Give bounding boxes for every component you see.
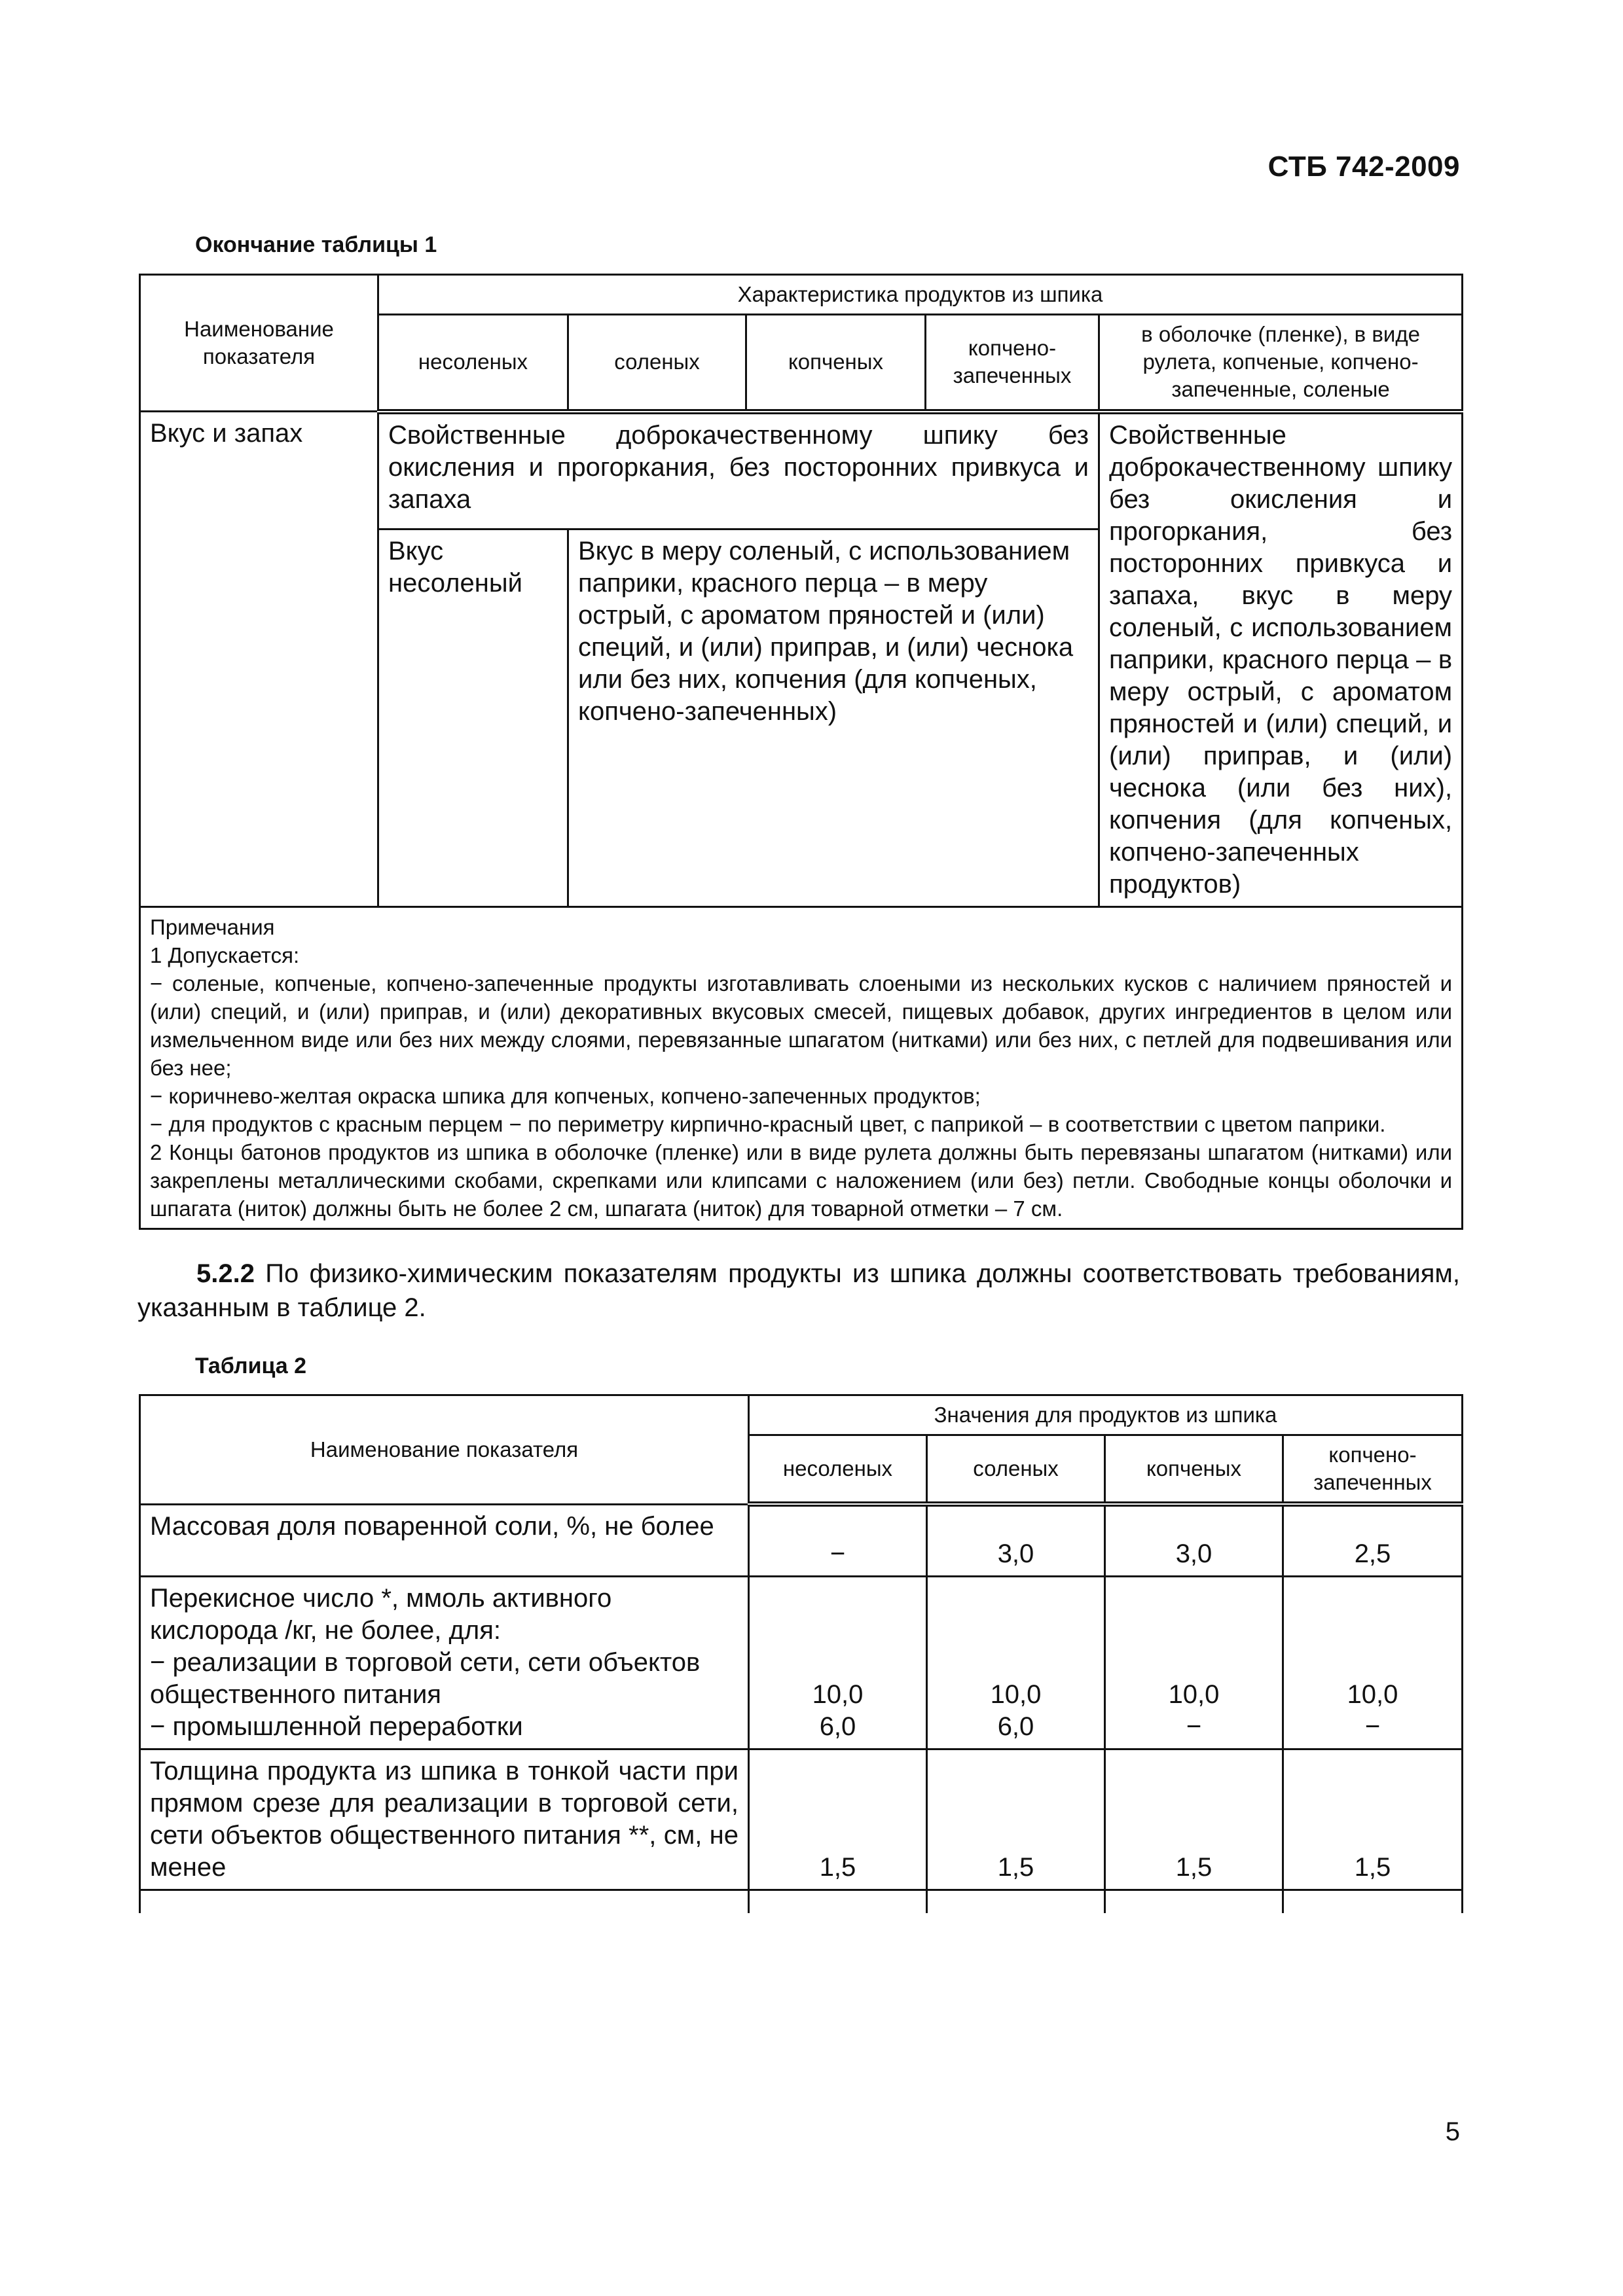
table2-row-thickness-salted: 1,5 [927,1749,1105,1890]
document-code: СТБ 742-2009 [1267,151,1460,183]
table1-col-smoked-baked: копчено-запеченных [926,315,1099,412]
table1-indicator-header: Наименование показателя [140,275,378,412]
table2-continuation-cell [1105,1890,1283,1913]
table2-col-smoked: копченых [1105,1435,1283,1505]
paragraph-5-2-2 [137,1257,1460,1325]
table1-salted-text: Вкус в меру соленый, с использованием паприки, красного перца – в меру острый, с ароматом пряностей и (или) специй, и (или) приправ, и (или) чеснока или без них, копчения (для копченых, копчено-запеченных) [568,529,1099,906]
table2-row-salt-name: Массовая доля поваренной соли, %, не более [140,1504,749,1576]
note-1: 1 Допускается: [150,942,300,967]
table2-row-salt-smoked-baked: 2,5 [1283,1504,1463,1576]
table1-common-text: Свойственные доброкачественному шпику без окисления и прогоркания, без посторонних привкуса и запаха [378,412,1099,529]
table2-col-smoked-baked: копчено-запеченных [1283,1435,1463,1505]
table2-continuation-cell [140,1890,749,1913]
table1-col-casing: в оболочке (пленке), в виде рулета, копченые, копчено-запеченные, соленые [1099,315,1463,412]
table1-col-unsalted: несоленых [378,315,568,412]
paragraph-number: 5.2.2 [196,1259,255,1288]
table2-row-peroxide-smoked-baked: 10,0 − [1283,1576,1463,1749]
table1-caption: Окончание таблицы 1 [195,232,437,257]
notes-title: Примечания [150,914,275,939]
table2-row-peroxide-unsalted: 10,0 6,0 [749,1576,927,1749]
table2-row-thickness-smoked-baked: 1,5 [1283,1749,1463,1890]
table2-row-salt-smoked: 3,0 [1105,1504,1283,1576]
paragraph-text: По физико-химическим показателям продукты из шпика должны соответствовать требованиям, указанным в таблице 2. [137,1259,1460,1322]
table2-continuation-cell [927,1890,1105,1913]
table2-caption: Таблица 2 [195,1354,307,1378]
table1-unsalted-text: Вкус несоленый [378,529,568,906]
table2-group-header: Значения для продуктов из шпика [749,1395,1463,1435]
table1-row-name: Вкус и запах [140,412,378,907]
table1-casing-text: Свойственные доброкачественному шпику без окисления и прогоркания, без посторонних привкуса и запаха, вкус в меру соленый, с использованием паприки, красного перца – в меру острый, с ароматом пряностей и (или) специй, и (или) приправ, и (или) чеснока (или без них), копчения (для копченых, копчено-запеченных продуктов) [1099,412,1463,907]
table2-indicator-header: Наименование показателя [140,1395,749,1505]
table1 [139,274,1463,1230]
table2-row-peroxide-name: Перекисное число *, ммоль активного кислорода /кг, не более, для: − реализации в торговой сети, сети объектов общественного питания − промышленной переработки [140,1576,749,1749]
page-number: 5 [1445,2117,1460,2146]
table2-row-salt-salted: 3,0 [927,1504,1105,1576]
table2-row-thickness-smoked: 1,5 [1105,1749,1283,1890]
table1-col-smoked: копченых [746,315,926,412]
note-2: 2 Концы батонов продуктов из шпика в оболочке (пленке) или в виде рулета должны быть перевязаны шпагатом (нитками) или закреплены металлическими скобами, скрепками или клипсами с наложением (или без) петли. Свободные концы оболочки и шпагата (ниток) должны быть не более 2 см, шпагата (ниток) для товарной отметки – 7 см. [150,1139,1453,1221]
table2-row-peroxide-smoked: 10,0 − [1105,1576,1283,1749]
table2-continuation-cell [749,1890,927,1913]
table2-continuation-cell [1283,1890,1463,1913]
table2 [139,1394,1463,1913]
table2-col-unsalted: несоленых [749,1435,927,1505]
table1-notes [140,906,1463,1229]
note-1-item-a: − соленые, копченые, копчено-запеченные продукты изготавливать слоеными из нескольких кусков с наличием пряностей и (или) специй, и (или) приправ, и (или) декоративных вкусовых смесей, пищевых добавок, других ингредиентов в целом или измельченном виде или без них между слоями, перевязанные шпагатом (нитками) или без них, с петлей для подвешивания или без нее; [150,971,1453,1080]
note-1-item-c: − для продуктов с красным перцем − по периметру кирпично-красный цвет, с паприкой – в соответствии с цветом паприки. [150,1111,1386,1136]
note-1-item-b: − коричнево-желтая окраска шпика для копченых, копчено-запеченных продуктов; [150,1083,981,1108]
table2-row-thickness-name: Толщина продукта из шпика в тонкой части при прямом срезе для реализации в торговой сети, сети объектов общественного питания **, см, не менее [140,1749,749,1890]
table2-row-salt-unsalted: − [749,1504,927,1576]
table2-row-peroxide-salted: 10,0 6,0 [927,1576,1105,1749]
table1-group-header: Характеристика продуктов из шпика [378,275,1463,315]
table2-col-salted: соленых [927,1435,1105,1505]
table2-row-thickness-unsalted: 1,5 [749,1749,927,1890]
table1-col-salted: соленых [568,315,746,412]
